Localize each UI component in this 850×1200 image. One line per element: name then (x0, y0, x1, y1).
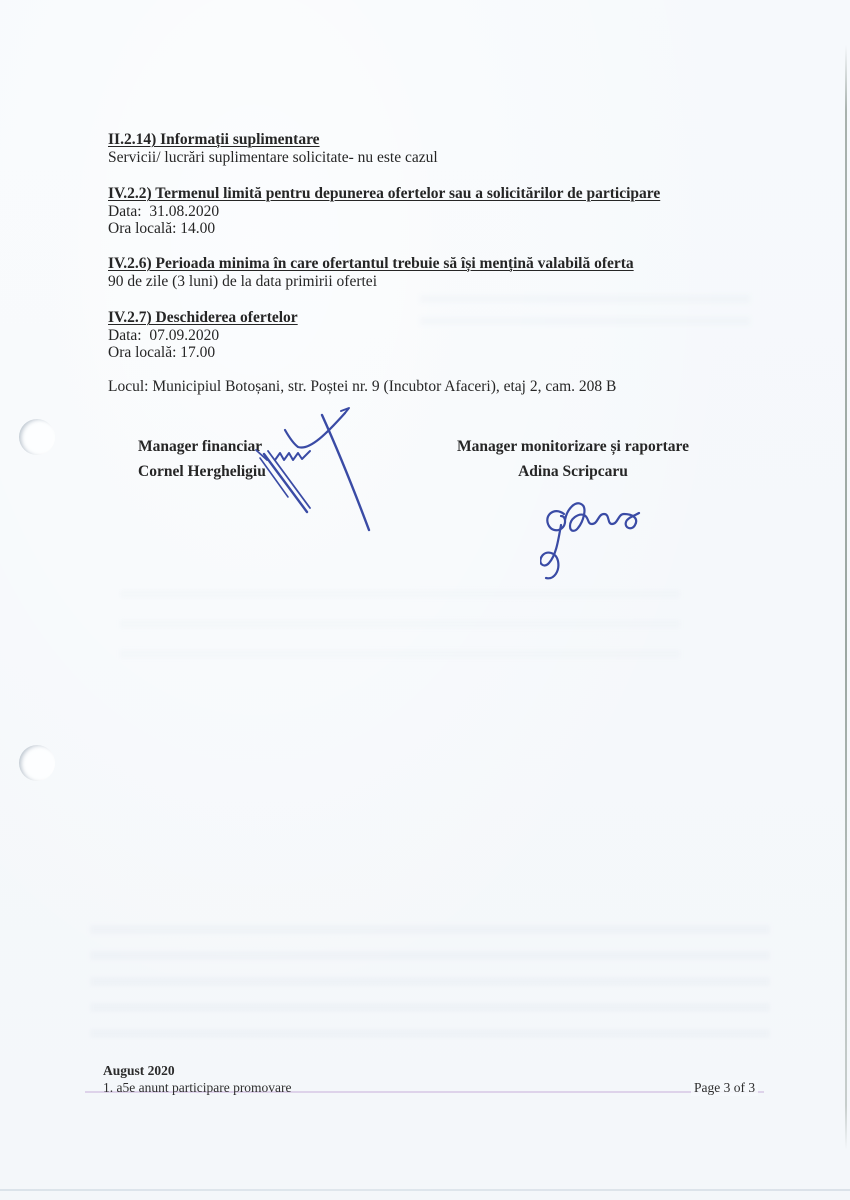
punch-hole (19, 745, 55, 781)
section-text-ora: Ora locală: 14.00 (108, 220, 216, 238)
punch-hole (19, 419, 55, 455)
footer-date: August 2020 (103, 1063, 175, 1078)
section-text: 90 de zile (3 luni) de la data primirii ofertei (108, 272, 377, 290)
handwritten-signature-icon (252, 406, 380, 538)
section-perioada-minima (108, 255, 776, 290)
section-deschiderea-ofertelor (108, 309, 776, 362)
signer-name: Adina Scripcaru (518, 462, 628, 480)
signature-block-right (457, 438, 689, 480)
document-body (108, 131, 776, 396)
section-text-ora: Ora locală: 17.00 (108, 344, 216, 362)
signer-title: Manager monitorizare și raportare (457, 438, 690, 455)
section-heading: IV.2.7) Deschiderea ofertelor (108, 309, 298, 327)
signer-name: Cornel Hergheligiu (138, 462, 266, 480)
footer-page-indicator: Page 3 of 3 (691, 1080, 758, 1096)
bleedthrough-artifact (120, 590, 680, 660)
section-heading: II.2.14) Informații suplimentare (108, 131, 320, 148)
section-informatii-suplimentare (108, 131, 776, 166)
footer-document-reference: 1. a5e anunt participare promovare (103, 1080, 292, 1095)
page-edge-line (845, 45, 847, 1150)
section-termen-limita (108, 185, 776, 238)
section-heading: IV.2.6) Perioada minima în care ofertantul trebuie să își mențină valabilă oferta (108, 254, 634, 272)
bleedthrough-artifact (90, 925, 770, 1055)
section-text: Servicii/ lucrări suplimentare solicitate- nu este cazul (108, 148, 438, 166)
section-text-data: Data: 07.09.2020 (108, 326, 220, 344)
signature-block-left (138, 438, 266, 480)
section-text-data: Data: 31.08.2020 (108, 202, 220, 220)
handwritten-signature-icon (540, 487, 660, 582)
signer-title: Manager financiar (138, 438, 263, 455)
section-heading: IV.2.2) Termenul limită pentru depunerea ofertelor sau a solicitărilor de participare (108, 185, 661, 203)
location-line: Locul: Municipiul Botoșani, str. Poștei nr. 9 (Incubtor Afaceri), etaj 2, cam. 208 B (108, 377, 617, 395)
page-edge-line (0, 1189, 850, 1191)
